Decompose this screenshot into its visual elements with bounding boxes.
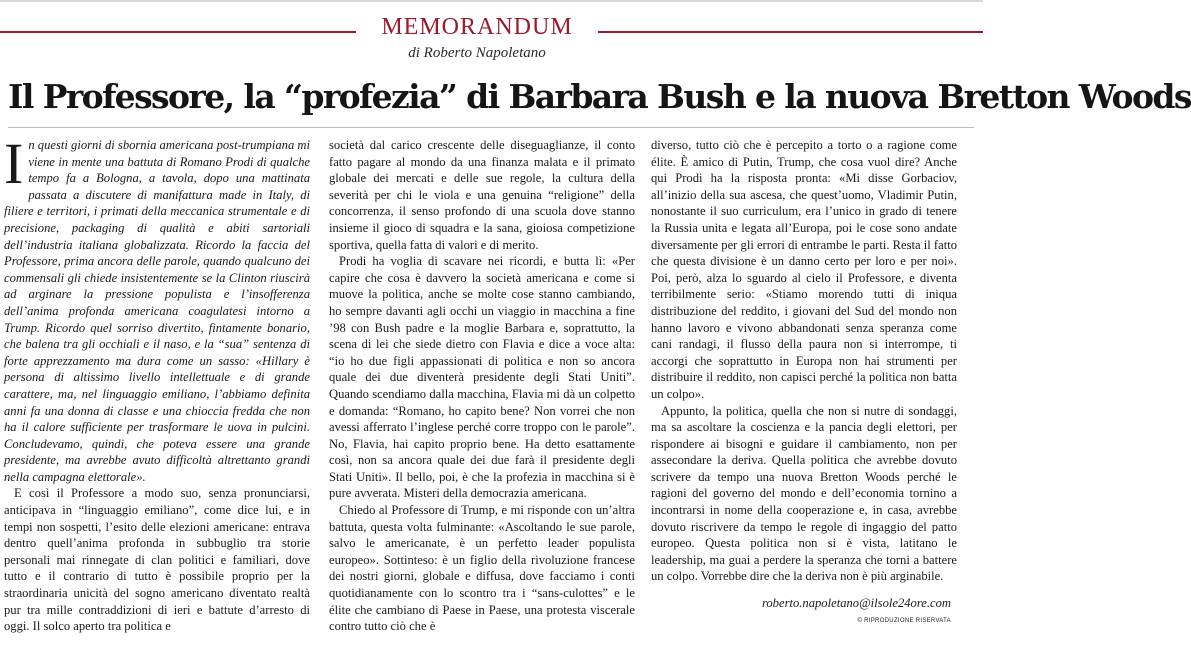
title-divider <box>8 127 974 128</box>
article-title: Il Professore, la “profezia” di Barbara Bush e la nuova Bretton Woods <box>8 77 1191 116</box>
kicker-rule-left <box>0 31 356 33</box>
paragraph: Chiedo al Professore di Trump, e mi risponde con un’altra battuta, questa volta fulminante: «Ascoltando le sue parole, salvo le americanate, è un perfetto leader populista europeo». Sottinteso: è un figlio della rivoluzione francese dei nostri giorni, globale e diffusa, dove facciamo i conti quotidianamente con lo scontro tra i “sans-culottes” e le élite che cambiano di Paese in Paese, una protesta viscerale contro tutto ciò che è <box>329 503 635 634</box>
paragraph: società dal carico crescente delle diseguaglianze, il conto fatto pagare al mondo da una finanza malata e il primato globale dei mercati e delle sue regole, la cultura della severità per chi le viola e una genuina “religione” della concorrenza, il senso profondo di una scuola dove stanno insieme il gioco di squadra e la sana, gioiosa competizione sportiva, quella fatta di valori e di merito. <box>329 138 635 252</box>
paragraph: Prodi ha voglia di scavare nei ricordi, e butta lì: «Per capire che cosa è davvero la società americana e come si muove la politica, anche se molte cose stanno cambiando, ho sempre davanti agli occhi un viaggio in macchina a fine ’98 con Bush padre e la moglie Barbara e, soprattutto, la scena di lei che siede dietro con Flavia e dice a voce alta: “io ho due figli appassionati di politica e non so ancora quale dei due diventerà presidente degli Stati Uniti”. Quando scendiamo dalla macchina, Flavia mi dà un colpetto e domanda: “Romano, ho capito bene? Non vorrei che non avessi afferrato l’inglese perché corre troppo con le parole”. No, Flavia, hai capito proprio bene. Ha detto esattamente così, non sa ancora quale dei due farà il presidente degli Stati Uniti». Il bello, poi, è che la profezia in macchina si è pure avverata. Misteri della democrazia americana. <box>329 254 635 501</box>
kicker-rule-right <box>598 31 983 33</box>
article-column-2 <box>329 137 635 637</box>
byline: di Roberto Napoletano <box>408 45 546 61</box>
paragraph-text: n questi giorni di sbornia americana post-trumpiana mi viene in mente una battuta di Romano Prodi di qualche tempo fa a Bologna, a tavola, dopo una mattinata passata a discutere di manifattura made in Italy, di filiere e territori, i primati della meccanica strumentale e di precisione, packaging di qualità e abiti sartoriali dell’industria italiana globalizzata. Ricordo la faccia del Professore, prima ancora delle parole, quando qualcuno dei commensali gli chiede insistentemente se la Clinton riuscirà ad arginare la pressione populista e l’insofferenza dell’anima profonda americana coagulatesi intorno a Trump. Ricordo quel sorriso divertito, fintamente bonario, che balena tra gli occhiali e il naso, e la “sua” sentenza di forte apprezzamento ma dura come un sasso: «Hillary è persona di altissimo livello intellettuale e di grande carattere, ma, nel linguaggio emiliano, l’abbiamo definita anni fa una donna di classe e una chioccia fredda che non ha il calore sufficiente per trasformare le uova in pulcini. Concludevamo, quindi, che poteva essere una grande presidente, ma avrebbe avuto difficoltà altrettanto grandi nella campagna elettorale». <box>4 138 310 484</box>
copyright-notice: © RIPRODUZIONE RISERVATA <box>857 618 951 624</box>
paragraph: Appunto, la politica, quella che non si nutre di sondaggi, ma sa ascoltare la coscienza e la pancia degli elettori, per rispondere ai bisogni e guidare il cambiamento, non per assecondare la deriva. Quella politica che avrebbe dovuto scrivere da tempo una nuova Bretton Woods perché le ragioni del governo del mondo e dell’economia tornino a incontrarsi in nome della cooperazione e, in casa, avrebbe dovuto riscrivere da tempo le regole di ingaggio del patto europeo. Questa politica non si è vista, latitano le leadership, ma guai a perdere la speranza che torni a battere un colpo. Vorrebbe dire che la deriva non è più arginabile. <box>651 403 957 584</box>
paragraph: E così il Professore a modo suo, senza pronunciarsi, anticipava in “linguaggio emiliano”, come dice lui, e in tempi non sospetti, l’esito delle elezioni americane: entrava dentro quell’anima profonda in subbuglio tra storie personali mai rinnegate di clan politici e familiari, dove tutto e il contrario di tutto è possibile proprio per la straordinaria unicità del sogno americano diventato realtà pur tra mille contraddizioni di ieri e battute d’arresto di oggi. Il solco aperto tra politica e <box>4 486 310 634</box>
paragraph <box>4 131 310 485</box>
article-column-1 <box>4 131 310 637</box>
article-column-3 <box>651 137 957 637</box>
author-email: roberto.napoletano@ilsole24ore.com <box>761 596 951 610</box>
paragraph: diverso, tutto ciò che è percepito a torto o a ragione come élite. È amico di Putin, Trump, che cosa vuol dire? Anche qui Prodi ha la risposta pronta: «Mi disse Gorbaciov, all’inizio della sua ascesa, che quest’uomo, Vladimir Putin, nonostante il suo curriculum, era l’unico in grado di tenere la Russia unita e legata all’Europa, poi le cose sono andate diversamente per gli errori di entrambe le parti. Resta il fatto che questa divisione è un danno certo per loro e per noi». Poi, però, alza lo sguardo al cielo il Professore, e diventa terribilmente serio: «Stiamo morendo tutti di iniqua distribuzione del reddito, i giovani del Sud del mondo non hanno lavoro e vivono abbandonati senza speranza come cani randagi, il flusso della paura non si interrompe, ti accorgi che soprattutto in Europa non hai strumenti per distribuire il reddito, non capisci perché la politica non batta un colpo». <box>651 138 957 401</box>
top-border <box>0 0 983 2</box>
drop-cap: I <box>4 131 24 196</box>
section-kicker: MEMORANDUM <box>381 14 573 40</box>
